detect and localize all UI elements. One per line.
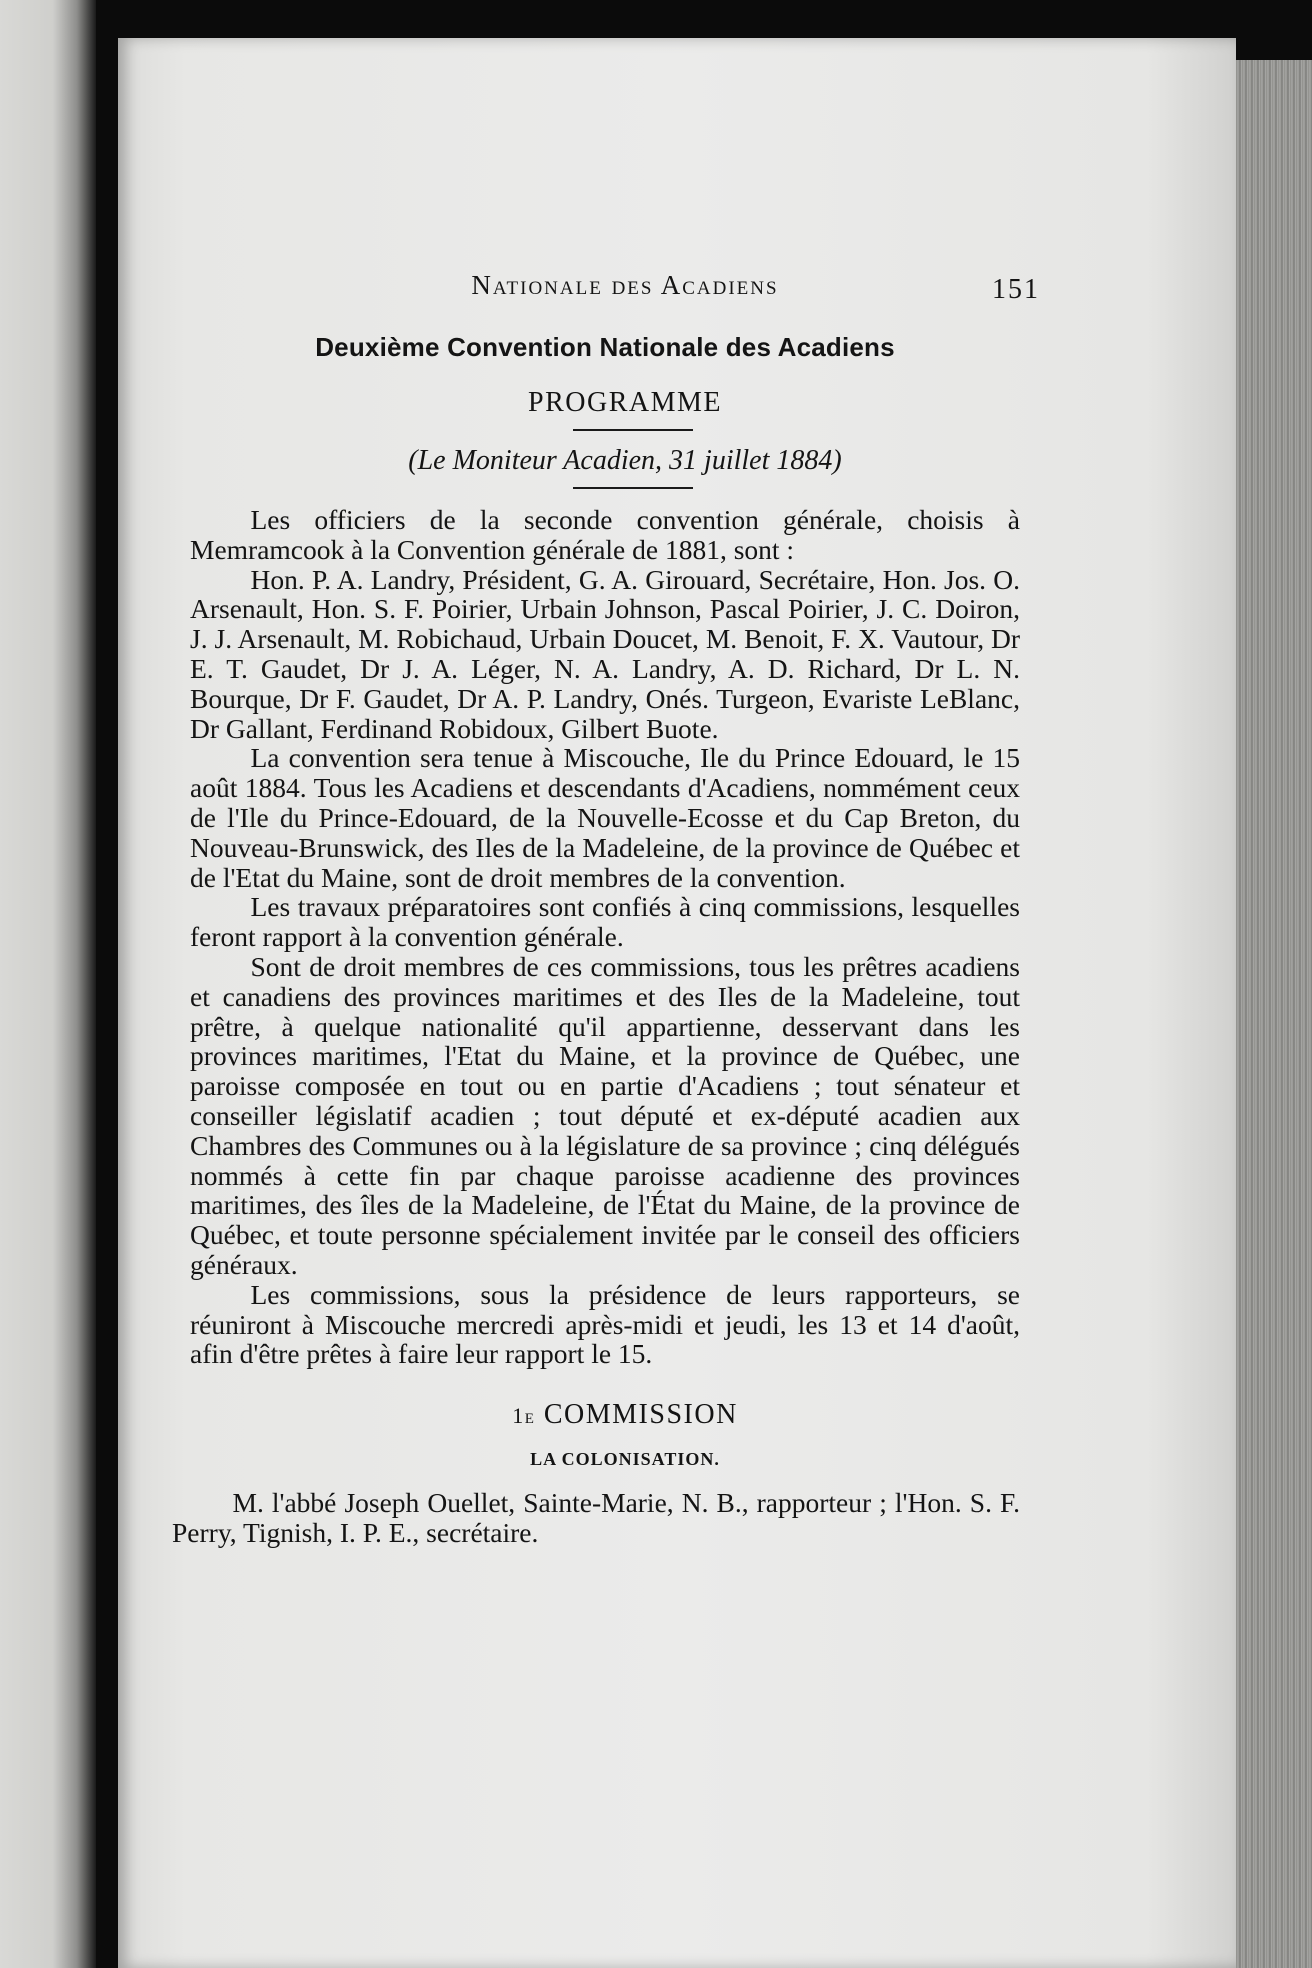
document-title: Deuxième Convention Nationale des Acadiens xyxy=(315,332,895,362)
page-content xyxy=(172,270,1040,1548)
commission-ordinal: 1e xyxy=(512,1403,536,1429)
running-title: Nationale des Acadiens xyxy=(471,270,779,300)
programme-heading: PROGRAMME xyxy=(528,387,722,418)
citation-rule xyxy=(573,487,693,489)
commission-subject: LA COLONISATION. xyxy=(530,1449,720,1470)
heading-rule xyxy=(573,429,693,431)
page-number: 151 xyxy=(992,274,1040,305)
paragraph-officers-intro: Les officiers de la seconde convention générale, choisis à Memramcook à la Convention générale de 1881, sont : xyxy=(190,504,1020,565)
paragraph-convention-location: La convention sera tenue à Miscouche, Ile du Prince Edouard, le 15 août 1884. Tous les Acadiens et descendants d'Acadiens, nommément ceux de l'Ile du Prince-Edouard, de la Nouvelle-Ecosse et du Cap Breton, du Nouveau-Brunswick, des Iles de la Madeleine, de la province de Québec et de l'Etat du Maine, sont de droit membres de la convention. xyxy=(190,742,1020,893)
commission-body xyxy=(172,1488,1020,1548)
source-citation: (Le Moniteur Acadien, 31 juillet 1884) xyxy=(408,445,842,476)
commission-heading-text: COMMISSION xyxy=(543,1399,738,1431)
commission-heading xyxy=(190,1399,1020,1431)
paragraph-meeting-schedule: Les commissions, sous la présidence de leurs rapporteurs, se réuniront à Miscouche mercredi après-midi et jeudi, les 13 et 14 d'août, afin d'être prêtes à faire leur rapport le 15. xyxy=(190,1278,1020,1370)
body-text xyxy=(190,505,1020,1369)
paragraph-commission-members: M. l'abbé Joseph Ouellet, Sainte-Marie, N. B., rapporteur ; l'Hon. S. F. Perry, Tignish, I. P. E., secrétaire. xyxy=(172,1487,1020,1548)
paragraph-members: Sont de droit membres de ces commissions, tous les prêtres acadiens et canadiens des provinces maritimes et des Iles de la Madeleine, tout prêtre, à quelque nationalité qu'il appartienne, desservant dans les provinces maritimes, l'Etat du Maine, et la province de Québec, une paroisse composée en tout ou en partie d'Acadiens ; tout sénateur et conseiller législatif acadien ; tout député et ex-député acadien aux Chambres des Communes ou à la législature de sa province ; cinq délégués nommés à cette fin par chaque paroisse acadienne des provinces maritimes, des îles de la Madeleine, de l'État du Maine, de la province de Québec, et toute personne spécialement invitée par le conseil des officiers généraux. xyxy=(190,950,1020,1280)
paragraph-commissions: Les travaux préparatoires sont confiés à cinq commissions, lesquelles feront rapport à la convention générale. xyxy=(190,891,1020,953)
page-fore-edge xyxy=(1236,60,1312,1968)
left-page-edge xyxy=(0,0,96,1968)
paragraph-officers-list: Hon. P. A. Landry, Président, G. A. Girouard, Secrétaire, Hon. Jos. O. Arsenault, Hon. S. F. Poirier, Urbain Johnson, Pascal Poirier, J. C. Doiron, J. J. Arsenault, M. Robichaud, Urbain Doucet, M. Benoit, F. X. Vautour, Dr E. T. Gaudet, Dr J. A. Léger, N. A. Landry, A. D. Richard, Dr L. N. Bourque, Dr F. Gaudet, Dr A. P. Landry, Onés. Turgeon, Evariste LeBlanc, Dr Gallant, Ferdinand Robidoux, Gilbert Buote. xyxy=(190,563,1020,744)
running-head xyxy=(190,270,1040,314)
